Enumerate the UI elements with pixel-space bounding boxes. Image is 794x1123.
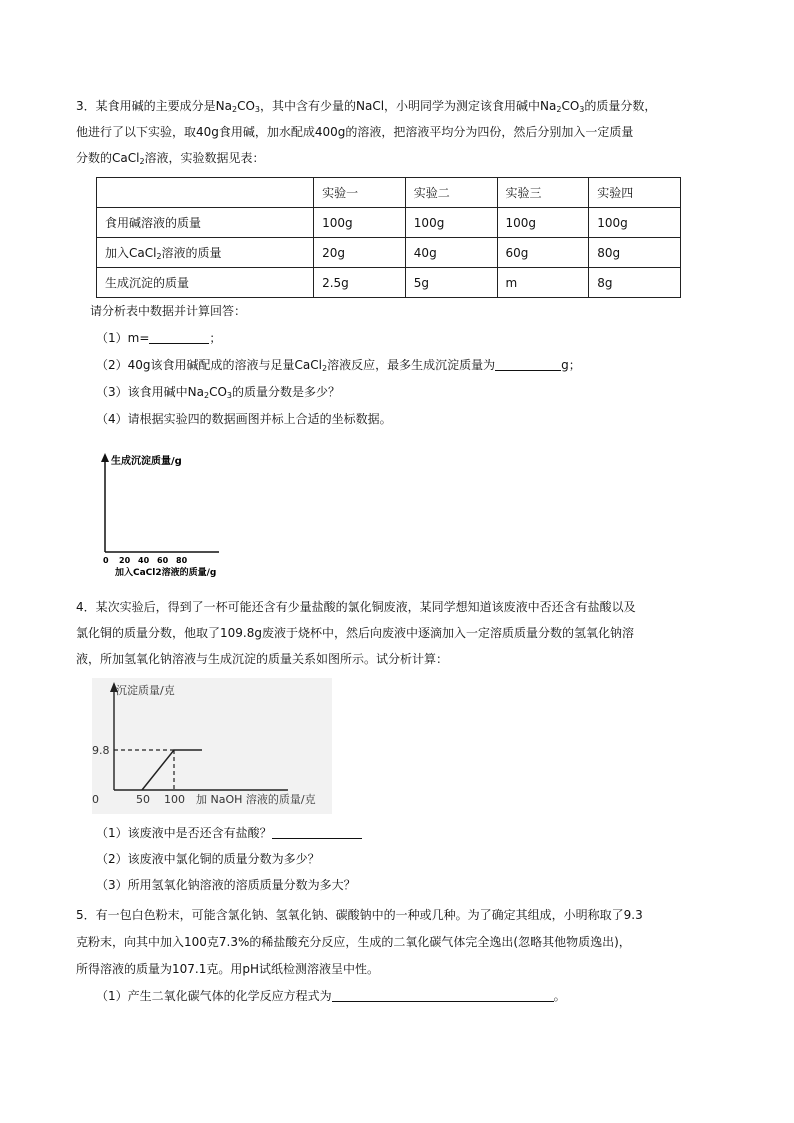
q4-line1: 4．某次实验后，得到了一杯可能还含有少量盐酸的氯化铜废液，某同学想知道该废液中否还含有盐酸以及 xyxy=(76,600,636,614)
table-cell: 2.5g xyxy=(314,268,406,298)
x-tick-label: 60 xyxy=(157,556,169,565)
answer-blank[interactable] xyxy=(332,989,554,1002)
q3-sub4: （4）请根据实验四的数据画图并标上合适的坐标数据。 xyxy=(96,412,392,426)
q4-precipitate-graph xyxy=(92,678,332,814)
q4-sub2: （2）该废液中氯化铜的质量分数为多少？ xyxy=(96,852,320,866)
q3-line2: 他进行了以下实验，取40g食用碱，加水配成400g的溶液，把溶液平均分为四份，然后分别加入一定质量 xyxy=(76,125,634,139)
q3-sub2: （2）40g该食用碱配成的溶液与足量CaCl$_2$溶液反应，最多生成沉淀质量为 g； xyxy=(96,358,581,373)
x-tick-label: 0 xyxy=(92,793,99,806)
x-tick-label: 40 xyxy=(138,556,150,565)
y-axis-label: 沉淀质量/克 xyxy=(116,684,175,697)
answer-blank[interactable] xyxy=(495,358,561,371)
q5-sub1: （1）产生二氧化碳气体的化学反应方程式为 。 xyxy=(96,989,566,1003)
table-cell: 40g xyxy=(405,238,497,268)
table-header-cell xyxy=(97,178,314,208)
table-cell: 100g xyxy=(589,208,681,238)
table-cell: 100g xyxy=(314,208,406,238)
y-value-label: 9.8 xyxy=(92,744,110,757)
x-tick-label: 80 xyxy=(176,556,188,565)
table-header-cell: 实验三 xyxy=(497,178,589,208)
y-axis-arrow-icon xyxy=(101,453,109,462)
answer-blank[interactable] xyxy=(149,331,209,344)
table-row xyxy=(97,208,681,238)
table-header-row xyxy=(97,178,681,208)
table-header-cell: 实验二 xyxy=(405,178,497,208)
table-cell: 100g xyxy=(405,208,497,238)
q4-sub3: （3）所用氢氧化钠溶液的溶质质量分数为多大？ xyxy=(96,878,356,892)
q4-sub1: （1）该废液中是否还含有盐酸？ xyxy=(96,825,362,841)
row-label: 加入CaCl$_2$溶液的质量 xyxy=(97,238,314,268)
q3-line1: 3．某食用碱的主要成分是$Na_2CO_3$，其中含有少量的NaCl，小明同学为测定该食用碱中$Na_2CO_3$的质量分数， xyxy=(76,99,657,114)
q3-line3: 分数的CaCl$_2$溶液，实验数据见表： xyxy=(76,151,265,166)
y-axis-label: 生成沉淀质量/g xyxy=(111,456,182,467)
table-cell: 8g xyxy=(589,268,681,298)
x-axis-label: 加入CaCl2溶液的质量/g xyxy=(115,568,217,578)
table-cell: 5g xyxy=(405,268,497,298)
q3-data-table xyxy=(96,177,681,298)
q4-line3: 液，所加氢氧化钠溶液与生成沉淀的质量关系如图所示。试分析计算： xyxy=(76,652,449,666)
table-row xyxy=(97,268,681,298)
x-tick-label: 20 xyxy=(119,556,131,565)
answer-blank[interactable] xyxy=(272,826,362,839)
q3-prompt: 请分析表中数据并计算回答： xyxy=(90,304,247,318)
q3-sub1: （1）m= ； xyxy=(96,331,222,345)
table-header-cell: 实验一 xyxy=(314,178,406,208)
table-cell: 80g xyxy=(589,238,681,268)
x-tick-label: 50 xyxy=(136,793,150,806)
row-label: 生成沉淀的质量 xyxy=(97,268,314,298)
x-tick-label: 0 xyxy=(103,556,109,565)
q5-line3: 所得溶液的质量为107.1克。用pH试纸检测溶液呈中性。 xyxy=(76,962,379,976)
x-tick-label: 100 xyxy=(164,793,185,806)
q5-line2: 克粉末，向其中加入100克7.3%的稀盐酸充分反应，生成的二氧化碳气体完全逸出(忽略其他物质逸出)， xyxy=(76,935,631,949)
table-header-cell: 实验四 xyxy=(589,178,681,208)
q3-sub3: （3）该食用碱中$Na_2CO_3$的质量分数是多少？ xyxy=(96,385,340,400)
table-cell: 20g xyxy=(314,238,406,268)
table-row xyxy=(97,238,681,268)
q3-blank-graph xyxy=(95,450,245,580)
table-cell: m xyxy=(497,268,589,298)
table-cell: 60g xyxy=(497,238,589,268)
q5-line1: 5．有一包白色粉末，可能含氯化钠、氢氧化钠、碳酸钠中的一种或几种。为了确定其组成，小明称取了9.3 xyxy=(76,908,643,922)
row-label: 食用碱溶液的质量 xyxy=(97,208,314,238)
q4-line2: 氯化铜的质量分数，他取了109.8g废液于烧杯中，然后向废液中逐滴加入一定溶质质量分数的氢氧化钠溶 xyxy=(76,626,634,640)
x-axis-label: 加 NaOH 溶液的质量/克 xyxy=(196,793,316,806)
table-cell: 100g xyxy=(497,208,589,238)
